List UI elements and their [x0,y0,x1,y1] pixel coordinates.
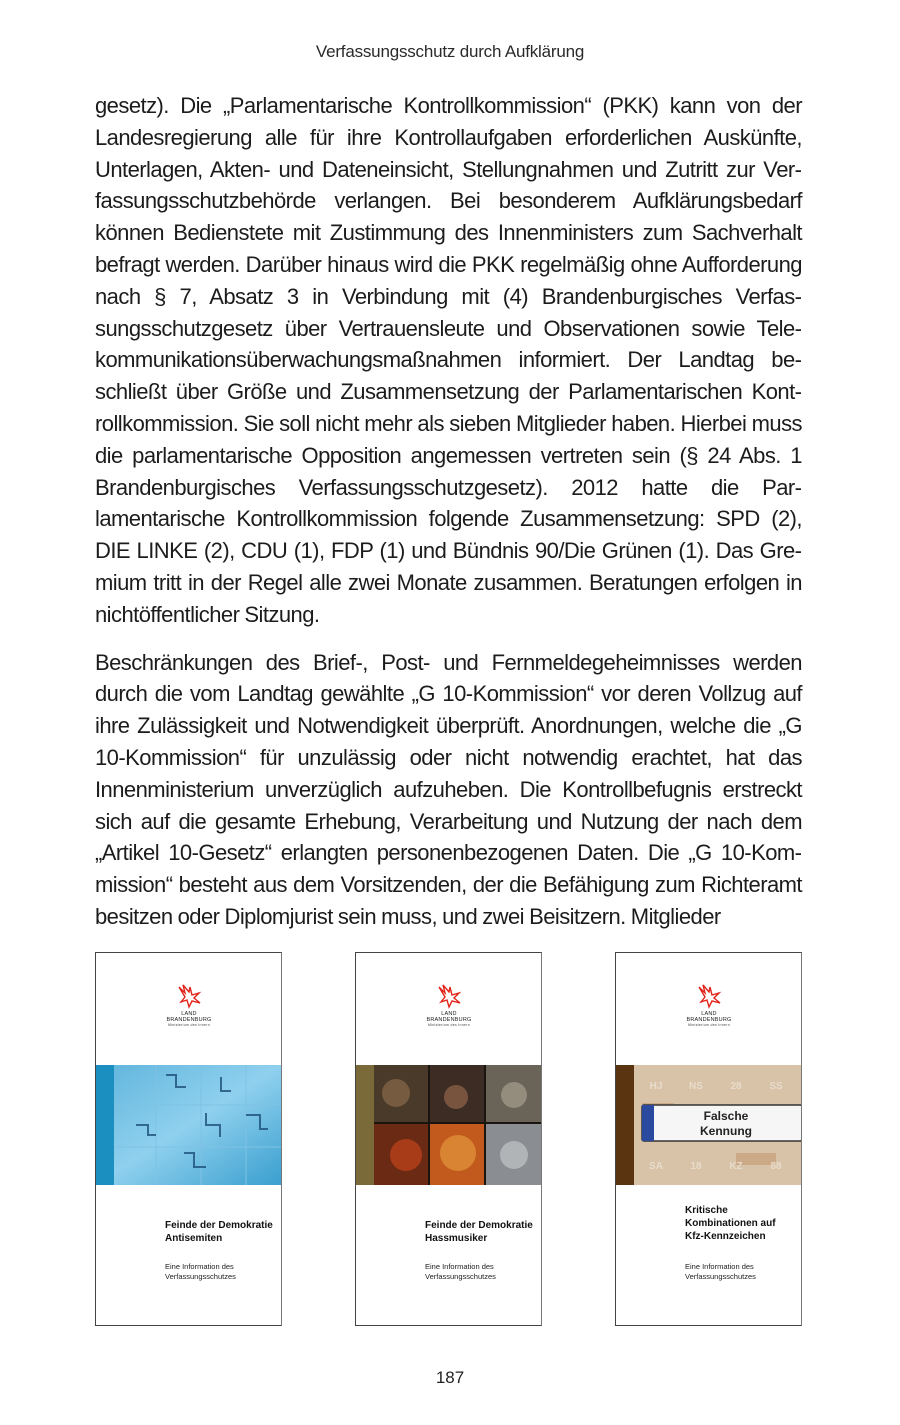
logo-line-land: LAND [181,1011,197,1017]
paragraph-g10: Beschränkungen des Brief-, Post- und Fernmeldegeheimnisses werden durch die vom Landtag gewählte „G 10-Kommission“ vor deren Vollzug auf ihre Zulässigkeit und Notwendigkeit überprüft. Anordnungen, welche die „G 10-Kommission“ für unzulässig oder nicht notwendig erachtet, hat das Innenministerium unverzüglich aufzuheben. Die Kontrollbefugnis erstreckt sich auf die gesamte Erhebung, Verarbeitung und Nutzung der nach dem „Artikel 10-Gesetz“ erlangten personenbezogenen Daten. Die „G 10-Kommission“ besteht aus dem Vorsitzenden, der die Befähigung zum Richteramt besitzen oder Diplomjurist sein muss, und zwei Beisitzern. Mitglieder [95,649,802,929]
logo-line-brandenburg: BRANDENBURG [166,1017,212,1023]
brochure-title-line: Feinde der Demokratie [165,1220,273,1231]
plate-code: 18 [690,1161,702,1172]
brandenburg-logo [676,983,742,1028]
logo-line-brandenburg: BRANDENBURG [686,1017,732,1023]
brochure-subtitle-line: Eine Information des [685,1262,754,1271]
plate-code: 28 [730,1081,742,1092]
brochure-subtitle-line: Verfassungsschutzes [685,1272,756,1281]
brochure-subtitle [425,1262,537,1282]
brochure-title-line: Kombinationen auf [685,1218,776,1229]
brandenburg-logo [156,983,222,1028]
brochure-title-line: Kritische [685,1205,728,1216]
logo-line-ministry: Ministerium des Innern [687,1023,730,1027]
logo-line-ministry: Ministerium des Innern [167,1023,210,1027]
eagle-icon [693,983,725,1011]
brochure-title-line: Feinde der Demokratie [425,1220,533,1231]
body-text [95,90,802,949]
brochure-subtitle [165,1262,277,1282]
brochure-kfz-kennzeichen [615,952,802,1326]
plate-code: SS [769,1081,783,1092]
logo-line-ministry: Ministerium des Innern [427,1023,470,1027]
plate-code: 88 [770,1161,782,1172]
brochure-title-line: Antisemiten [165,1233,223,1244]
brochure-title [685,1204,797,1243]
brochure-title-line: Hassmusiker [425,1233,488,1244]
brochure-antisemiten [95,952,282,1326]
paragraph-pkk: gesetz). Die „Parlamentarische Kontrollkommission“ (PKK) kann von der Landesregierung alle für ihre Kontrollaufgaben erforderlichen Auskünfte, Unterlagen, Akten- und Dateneinsicht, Stellungnahmen und Zutritt zur Verfassungsschutzbehörde verlangen. Bei besonderem Aufklärungsbedarf können Bedienstete mit Zustimmung des Innenministers zum Sachverhalt befragt werden. Darüber hinaus wird die PKK regelmäßig ohne Aufforderung nach § 7, Absatz 3 in Verbindung mit (4) Brandenburgisches Verfassungsschutzgesetz über Vertrauensleute und Observationen sowie Telekommunikationsüberwachungsmaßnahmen informiert. Der Landtag beschließt über Größe und Zusammensetzung der Parlamentarischen Kontrollkommission. Sie soll nicht mehr als sieben Mitglieder haben. Hierbei muss die parlamentarische Opposition angemessen vertreten sein (§ 24 Abs. 1 Brandenburgisches Verfassungsschutzgesetz). 2012 hatte die Parlamentarische Kontrollkommission folgende Zusammensetzung: SPD (2), DIE LINKE (2), CDU (1), FDP (1) und Bündnis 90/Die Grünen (1). Das Gremium tritt in der Regel alle zwei Monate zusammen. Beratungen erfolgen in nichtöffentlicher Sitzung. [95,93,802,627]
brochure-covers [95,952,802,1326]
eagle-icon [173,983,205,1011]
brochure-subtitle-line: Eine Information des [165,1262,234,1271]
cover-image-hassmusiker [356,1065,541,1185]
logo-line-land: LAND [441,1011,457,1017]
brochure-title-line: Kfz-Kennzeichen [685,1231,766,1242]
brandenburg-logo [416,983,482,1028]
brochure-subtitle-line: Eine Information des [425,1262,494,1271]
plate-code: KZ [729,1161,743,1172]
plate-text: Falsche [703,1109,749,1123]
brochure-subtitle-line: Verfassungsschutzes [425,1272,496,1281]
logo-line-brandenburg: BRANDENBURG [426,1017,472,1023]
running-header: Verfassungsschutz durch Aufklärung [315,42,585,61]
logo-line-land: LAND [701,1011,717,1017]
page-number: 187 [435,1368,465,1387]
brochure-subtitle-line: Verfassungsschutzes [165,1272,236,1281]
cover-image-antisemiten [96,1065,281,1185]
plate-text: Kennung [700,1124,752,1138]
plate-code: NS [689,1081,703,1092]
brochure-title [425,1219,537,1245]
brochure-subtitle [685,1262,797,1282]
brochure-hassmusiker [355,952,542,1326]
eagle-icon [433,983,465,1011]
cover-image-kennzeichen [616,1065,801,1185]
brochure-title [165,1219,277,1245]
plate-code: SA [649,1161,663,1172]
plate-code: HJ [649,1081,663,1092]
